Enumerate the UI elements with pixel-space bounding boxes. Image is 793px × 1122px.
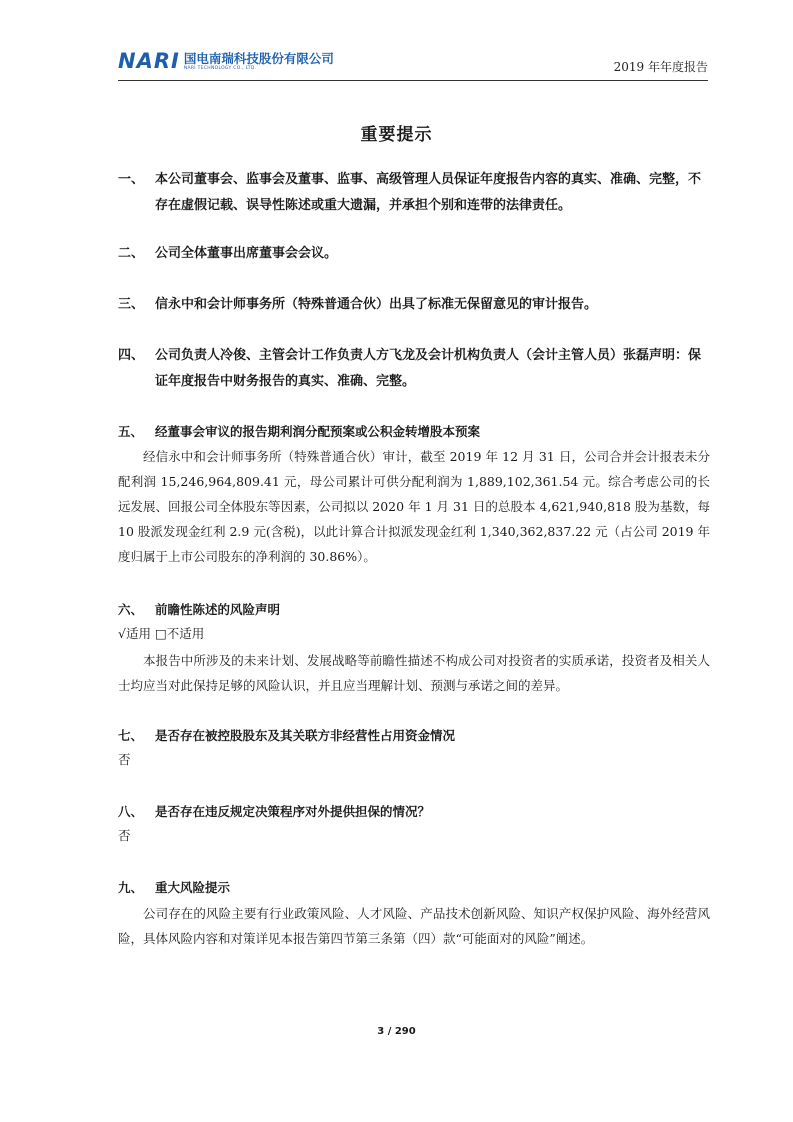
- section-9-heading: [118, 878, 710, 898]
- notice-item-3: [118, 292, 710, 318]
- company-logo: [118, 48, 334, 72]
- section-7-heading: [118, 726, 710, 746]
- section-8-heading: [118, 802, 710, 822]
- section-7-answer: 否: [118, 752, 131, 767]
- section-number: 九、: [118, 880, 144, 895]
- item-text: 公司负责人冷俊、主管会计工作负责人方飞龙及会计机构负责人（会计主管人员）张磊声明：保证年度报告中财务报告的真实、准确、完整。: [155, 348, 702, 389]
- item-text: 信永中和会计师事务所（特殊普通合伙）出具了标准无保留意见的审计报告。: [155, 297, 598, 312]
- profit-distribution-paragraph: 经信永中和会计师事务所（特殊普通合伙）审计，截至 2019 年 12 月 31 日，公司合并会计报表未分配利润 15,246,964,809.41 元，母公司累计可供分配利润为 1,889,102,361.54 元。综合考虑公司的长远发展、回报公司全体股东等因素，公司拟以 2020 年 1 月 31 日的总股本 4,621,940,818 股为基数，每 10 股派发现金红利 2.9 元(含税)，以此计算合计拟派发现金红利 1,340,362,837.22 元（占公司 2019 年度归属于上市公司股东的净利润的 30.86%）。: [118, 449, 710, 564]
- item-number: 四、: [118, 348, 145, 363]
- section-heading-text: 前瞻性陈述的风险声明: [155, 602, 281, 617]
- item-text: 本公司董事会、监事会及董事、监事、高级管理人员保证年度报告内容的真实、准确、完整，不存在虚假记载、误导性陈述或重大遗漏，并承担个别和连带的法律责任。: [155, 172, 702, 213]
- notice-item-1: [118, 167, 710, 219]
- page-title: 重要提示: [360, 125, 433, 145]
- logo-text: [184, 52, 334, 72]
- notice-item-2: [118, 241, 710, 267]
- major-risk-paragraph: 公司存在的风险主要有行业政策风险、人才风险、产品技术创新风险、知识产权保护风险、海外经营风险，具体风险内容和对策详见本报告第四节第三条第（四）款“可能面对的风险”阐述。: [118, 906, 710, 946]
- section-heading-text: 经董事会审议的报告期利润分配预案或公积金转增股本预案: [155, 424, 481, 439]
- item-text: 公司全体董事出席董事会会议。: [155, 246, 338, 261]
- section-5-heading: [118, 422, 710, 442]
- page-number: 3 / 290: [377, 1026, 416, 1037]
- section-heading-text: 是否存在违反规定决策程序对外提供担保的情况？: [155, 804, 431, 819]
- section-8-answer: 否: [118, 828, 131, 843]
- section-number: 八、: [118, 804, 144, 819]
- applicable-checkbox-line: √适用 □不适用: [118, 626, 205, 641]
- logo-company-name: 国电南瑞科技股份有限公司: [183, 51, 334, 66]
- page-header: [118, 44, 708, 81]
- section-heading-text: 是否存在被控股股东及其关联方非经营性占用资金情况: [155, 728, 456, 743]
- item-number: 一、: [118, 172, 145, 187]
- section-number: 五、: [118, 424, 144, 439]
- logo-company-name-en: NARI TECHNOLOGY CO., LTD.: [183, 66, 257, 71]
- item-number: 三、: [118, 297, 145, 312]
- notice-item-4: [118, 343, 710, 395]
- section-number: 七、: [118, 728, 144, 743]
- section-6-heading: [118, 600, 710, 620]
- report-year-label: 2019 年年度报告: [613, 60, 708, 74]
- forward-looking-paragraph: 本报告中所涉及的未来计划、发展战略等前瞻性描述不构成公司对投资者的实质承诺，投资者及相关人士均应当对此保持足够的风险认识，并且应当理解计划、预测与承诺之间的差异。: [118, 653, 710, 693]
- item-number: 二、: [118, 246, 145, 261]
- section-heading-text: 重大风险提示: [155, 880, 231, 895]
- logo-mark: NARI: [118, 49, 180, 73]
- section-number: 六、: [118, 602, 144, 617]
